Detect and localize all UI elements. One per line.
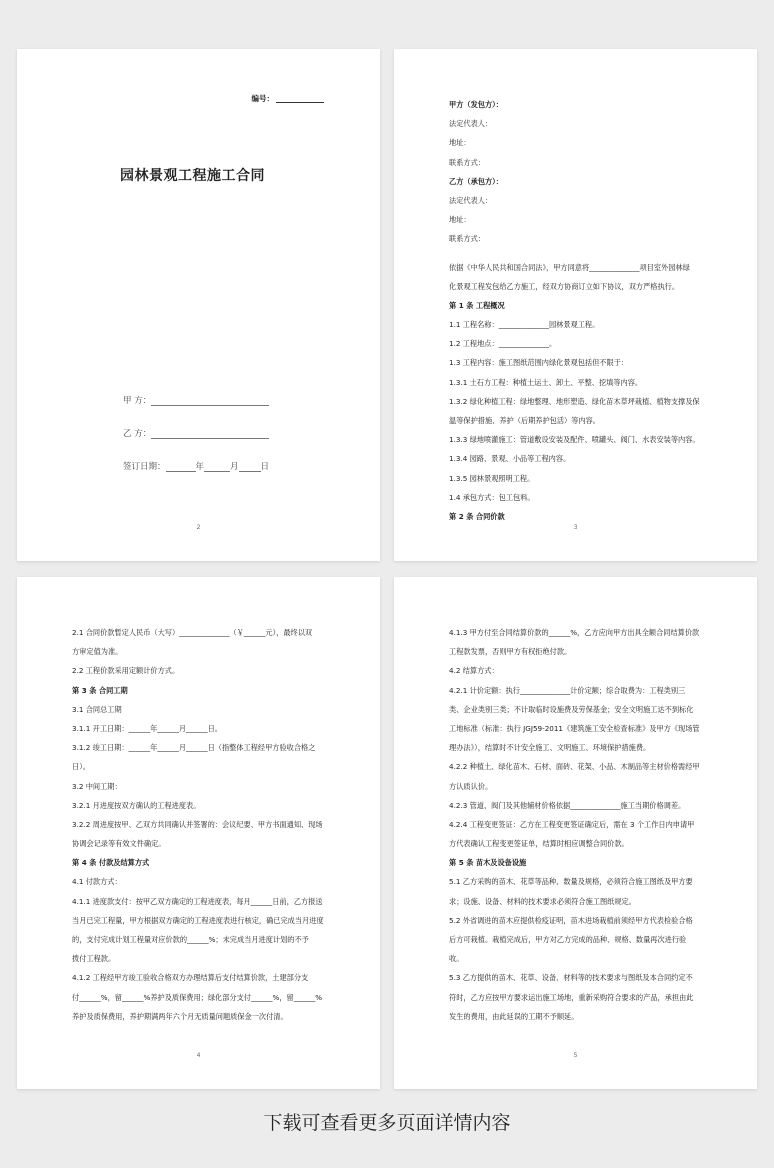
section-heading: 第 1 条 工程概况: [449, 300, 505, 310]
page-text-body: [449, 95, 719, 526]
text-line: 1.3.2 绿化种植工程：绿地整理、地形塑造、绿化苗木草坪栽植、植物支撑及保: [449, 396, 700, 406]
page-number: 2: [196, 524, 201, 531]
text-line: 3.2 中间工期：: [72, 781, 122, 791]
text-line: 地址：: [449, 215, 471, 225]
section-heading: 第 4 条 付款及结算方式: [72, 858, 150, 868]
text-line: 2.2 工程价款采用定额计价方式。: [72, 666, 180, 676]
text-line: 3.1.1 开工日期：______年______月______日。: [72, 723, 222, 733]
text-line: 5.2 外省调进的苗木应提供检疫证明，苗木进场栽植前须经甲方代表检验合格: [449, 915, 693, 925]
text-line: 5.1 乙方采购的苗木、花草等品种、数量及规格，必须符合施工图纸及甲方要: [449, 877, 693, 887]
text-line: 4.2.2 种植土、绿化苗木、石材、面砖、花架、小品、木制品等主材价格需经甲: [449, 762, 700, 772]
text-line: 1.1 工程名称：______________园林景观工程。: [449, 320, 600, 330]
text-line: 收。: [449, 954, 464, 964]
text-line: 地址：: [449, 138, 471, 148]
section-heading: 乙方（承包方）：: [449, 176, 503, 186]
text-line: 联系方式：: [449, 234, 485, 244]
text-line: 协调会记录等有效文件确定。: [72, 839, 166, 849]
text-line: 工地标准（标准：执行 JGJ59-2011《建筑施工安全检查标准》及甲方《现场管: [449, 723, 700, 733]
contract-page-3: [394, 49, 757, 561]
paragraph-gap: [449, 249, 719, 258]
contract-page-4: [17, 577, 380, 1089]
text-line: 4.1.3 甲方付至合同结算价款的______%，乙方应向甲方出具全额合同结算价款: [449, 628, 700, 637]
text-line: 4.1 付款方式：: [72, 877, 122, 887]
section-heading: 第 5 条 苗木及设备设施: [449, 858, 527, 868]
text-line: 依据《中华人民共和国合同法》，甲方同意将______________项目室外园林绿: [449, 262, 690, 272]
text-line: 日）。: [72, 762, 90, 772]
text-line: 法定代表人：: [449, 119, 493, 129]
text-line: 3.2.2 周进度按甲、乙双方共同确认并签署的：会议纪要、甲方书面通知、现场: [72, 819, 323, 829]
section-heading: 第 3 条 合同工期: [72, 685, 128, 695]
text-line: 1.2 工程地点：______________。: [449, 339, 557, 349]
contract-cover-page: [17, 49, 380, 561]
page-number: 5: [573, 1052, 578, 1059]
text-line: 4.2 结算方式：: [449, 666, 499, 676]
section-heading: 第 2 条 合同价款: [449, 511, 505, 521]
text-line: 类、企业类别三类；不计取临时设施费及劳保基金；安全文明施工达不到标化: [449, 704, 694, 714]
section-heading: 甲方（发包方）：: [449, 100, 503, 109]
text-line: 4.2.3 管道、阀门及其他辅材价格依据______________施工当期价格调差。: [449, 800, 686, 810]
text-line: 3.2.1 月进度按双方确认的工程进度表。: [72, 800, 201, 810]
text-line: 1.3 工程内容：施工图纸范围内绿化景观包括但不限于：: [449, 358, 629, 368]
text-line: 拨付工程款。: [72, 954, 116, 964]
download-more-caption: 下载可查看更多页面详情内容: [263, 1112, 511, 1134]
text-line: 2.1 合同价款暂定人民币（大写）______________（￥______元），最终以双: [72, 628, 313, 637]
text-line: 3.1.2 竣工日期：______年______月______日（指整体工程经甲方验收合格之: [72, 743, 316, 753]
text-line: 温等保护措施、养护（后期养护包活）等内容。: [449, 416, 600, 425]
text-line: 4.2.4 工程变更签证：乙方在工程变更签证确定后，需在 3 个工作日内申请甲: [449, 819, 695, 829]
contract-number: 编号：: [252, 93, 325, 104]
text-line: 方代表确认工程变更签证单，结算时相应调整合同价款。: [449, 839, 629, 849]
text-line: 1.3.5 园林景观照明工程。: [449, 473, 535, 483]
text-line: 1.3.4 园路、景观、小品等工程内容。: [449, 454, 571, 464]
page-number: 3: [573, 524, 578, 531]
text-line: 符时，乙方应按甲方要求运出施工场地，重新采购符合要求的产品，承担由此: [449, 992, 694, 1002]
page-number: 4: [196, 1052, 201, 1059]
text-line: 养护及质保费用，养护期满两年六个月无质量问题质保金一次付清。: [72, 1011, 288, 1021]
text-line: 4.2.1 计价定额：执行______________计价定额；综合取费为：工程类别三: [449, 685, 686, 695]
party-b-signature-line: 乙 方：: [123, 427, 269, 439]
text-line: 1.3.3 绿地喷灌施工：管道敷设安装及配件、喷罐头、阀门、水表安装等内容。: [449, 435, 700, 445]
contract-title: 园林景观工程施工合同: [120, 168, 265, 184]
text-line: 联系方式：: [449, 157, 485, 167]
text-line: 的，支付完成计划工程量对应价款的______%；未完成当月进度计划的不予: [72, 935, 309, 944]
text-line: 发生的费用，由此延误的工期不予顺延。: [449, 1011, 579, 1021]
text-line: 4.1.2 工程经甲方竣工验收合格双方办理结算后支付结算价款，土建部分支: [72, 973, 309, 983]
text-line: 付______%，留______%养护及质保费用；绿化部分支付______%，留______%: [72, 992, 323, 1002]
text-line: 1.3.1 土石方工程：种植土运土、卸土、平整、挖填等内容。: [449, 377, 643, 387]
text-line: 1.4 承包方式：包工包料。: [449, 492, 535, 502]
party-a-signature-line: 甲 方：: [123, 394, 269, 406]
page-text-body: [72, 623, 342, 1026]
text-line: 方审定值为准。: [72, 647, 123, 657]
text-line: 后方可栽植。栽植完成后，甲方对乙方完成的品种、规格、数量再次进行验: [449, 935, 687, 944]
page-text-body: [449, 623, 719, 1026]
text-line: 4.1.1 进度款支付：按甲乙双方确定的工程进度表，每月______日前，乙方报送: [72, 896, 323, 906]
text-line: 理办法》），结算时不计安全施工、文明施工、环境保护措施费。: [449, 743, 651, 753]
text-line: 方认质认价。: [449, 781, 493, 791]
text-line: 当月已完工程量，甲方根据双方确定的工程进度表进行核定，确已完成当月进度: [72, 915, 324, 925]
text-line: 法定代表人：: [449, 195, 493, 205]
text-line: 工程款发票，否则甲方有权拒绝付款。: [449, 647, 572, 657]
text-line: 化景观工程发包给乙方施工，经双方协商订立如下协议，双方严格执行。: [449, 281, 680, 291]
text-line: 5.3 乙方提供的苗木、花草、设备、材料等的技术要求与图纸及本合同约定不: [449, 973, 693, 983]
text-line: 求；设施、设备、材料的技术要求必须符合施工图纸规定。: [449, 896, 636, 906]
sign-date-line: 签订日期： 年 月 日: [123, 462, 270, 472]
contract-page-5: [394, 577, 757, 1089]
text-line: 3.1 合同总工期: [72, 704, 122, 714]
